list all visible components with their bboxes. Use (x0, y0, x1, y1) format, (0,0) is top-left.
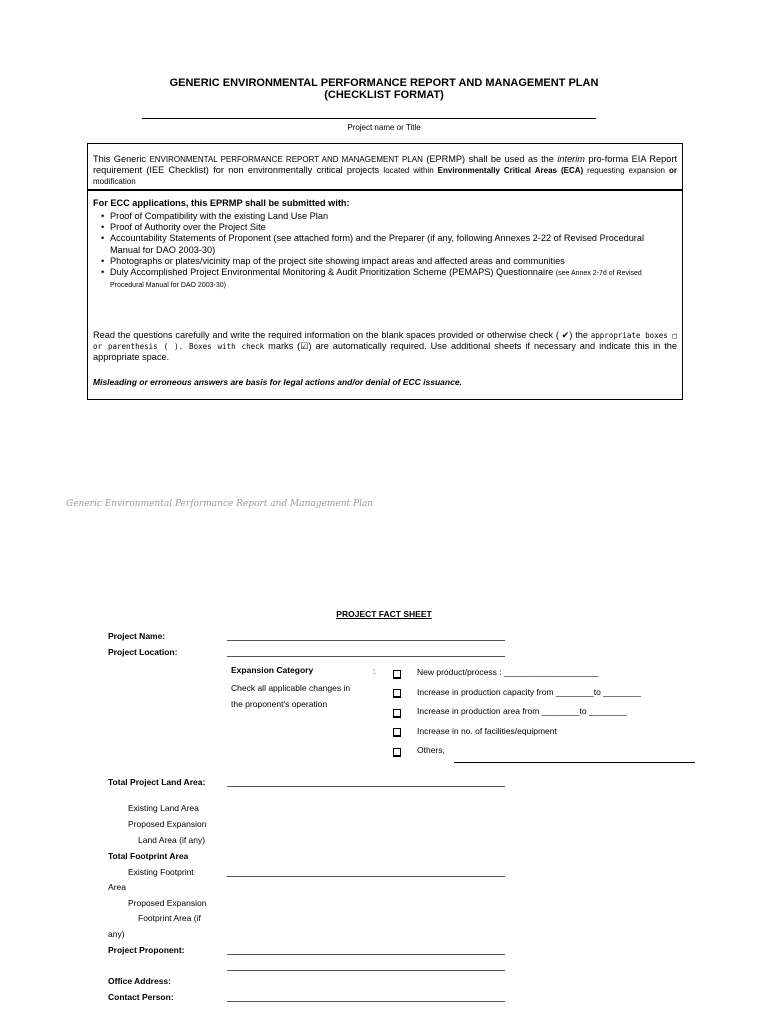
total-land-area-label: Total Project Land Area: (108, 777, 206, 787)
warning-text: Misleading or erroneous answers are basis for legal actions and/or denial of ECC issuance. (93, 377, 462, 387)
footprint-area-if-label: Footprint Area (if (138, 913, 201, 923)
option-facilities: Increase in no. of facilities/equipment (417, 726, 557, 736)
project-name-line[interactable] (142, 118, 596, 119)
checkbox-production-capacity[interactable] (393, 689, 401, 698)
document-title: GENERIC ENVIRONMENTAL PERFORMANCE REPORT AND MANAGEMENT PLAN (169, 77, 599, 89)
requirements-list (94, 211, 675, 291)
total-footprint-label: Total Footprint Area (108, 851, 189, 861)
intro-box (87, 143, 683, 191)
others-field[interactable] (454, 762, 695, 763)
land-area-if-any-label: Land Area (if any) (138, 835, 206, 845)
expansion-colon: : (373, 666, 376, 676)
footer-watermark: Generic Environmental Performance Report and Management Plan (66, 499, 374, 509)
requirement-item: • Accountability Statements of Proponent (see attached form) and the Preparer (if any, following Annexes 2-22 of Revised Procedural Manual for DAO 2003-30) (110, 233, 675, 255)
total-land-area-field[interactable] (227, 786, 505, 787)
project-name-label: Project Name: (108, 631, 166, 641)
project-location-field[interactable] (227, 656, 505, 657)
project-name-caption: Project name or Title (347, 123, 421, 132)
contact-person-field[interactable] (227, 1001, 505, 1002)
project-proponent-field[interactable] (227, 954, 505, 955)
requirement-item: • Duly Accomplished Project Environmental Monitoring & Audit Prioritization Scheme (PEMAPS) Questionnaire (see Annex 2-7d of Revised Procedural Manual for DAO 2003-30) (110, 267, 675, 291)
option-others: Others, (417, 745, 445, 755)
document-subtitle: (CHECKLIST FORMAT) (324, 89, 444, 101)
intro-paragraph: This Generic ENVIRONMENTAL PERFORMANCE REPORT AND MANAGEMENT PLAN (EPRMP) shall be used as the interim pro-forma EIA Report requirement (IEE Checklist) for non environmentally critical projects located within Environmentally Critical Areas (ECA) requesting expansion or modification (93, 154, 678, 186)
project-proponent-label: Project Proponent: (108, 945, 185, 955)
proponent-operation-text: the proponent's operation (231, 699, 328, 709)
any-label: any) (108, 929, 125, 939)
project-name-field[interactable] (227, 640, 505, 641)
requirement-item: • Photographs or plates/vicinity map of the project site showing impact areas and affected areas and communities (110, 256, 675, 267)
check-all-text: Check all applicable changes in (231, 683, 351, 693)
fact-sheet-title: PROJECT FACT SHEET (336, 609, 432, 619)
option-production-capacity: Increase in production capacity from ________to ________ (417, 687, 641, 697)
option-production-area: Increase in production area from ________to ________ (417, 706, 627, 716)
existing-land-area-label: Existing Land Area (128, 803, 199, 813)
expansion-category-label: Expansion Category (231, 665, 314, 675)
instructions-paragraph: Read the questions carefully and write the required information on the blank spaces provided or otherwise check ( ✔) the appropriate boxes □ or parenthesis ( ). Boxes with check marks (☑) are automatically required. Use additional sheets if necessary and indicate this in the appropriate space. (93, 330, 677, 362)
requirement-item: • Proof of Compatibility with the existing Land Use Plan (110, 211, 675, 222)
requirements-box (87, 189, 683, 400)
existing-footprint-label: Existing Footprint (128, 867, 194, 877)
proposed-expansion-label: Proposed Expansion (128, 819, 207, 829)
checkbox-production-area[interactable] (393, 709, 401, 718)
requirements-heading: For ECC applications, this EPRMP shall be submitted with: (93, 198, 350, 208)
contact-person-label: Contact Person: (108, 992, 174, 1002)
checkbox-others[interactable] (393, 748, 401, 757)
checkbox-facilities[interactable] (393, 728, 401, 737)
option-new-product: New product/process : ____________________ (417, 667, 599, 677)
proponent-extra-field[interactable] (227, 970, 505, 971)
area-label: Area (108, 882, 126, 892)
requirement-item: • Proof of Authority over the Project Site (110, 222, 675, 233)
checkbox-new-product[interactable] (393, 670, 401, 679)
proposed-expansion-footprint-label: Proposed Expansion (128, 898, 207, 908)
footprint-field[interactable] (227, 876, 505, 877)
project-location-label: Project Location: (108, 647, 178, 657)
office-address-label: Office Address: (108, 976, 171, 986)
